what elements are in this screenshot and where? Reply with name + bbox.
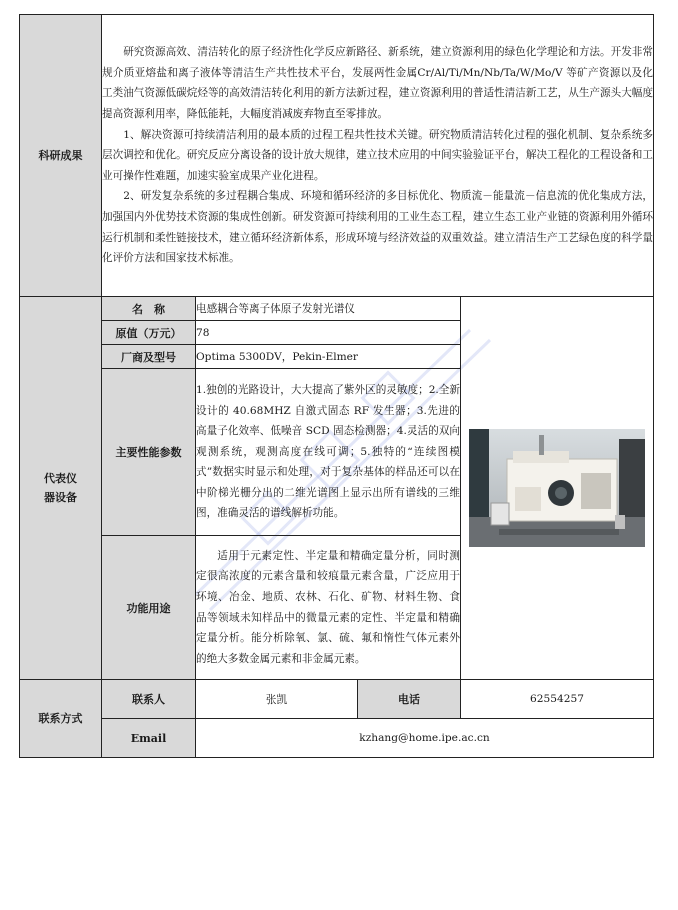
performance-text: 1.独创的光路设计，大大提高了紫外区的灵敏度；2.全新设计的 40.68MHZ 自激式固态 RF 发生器；3.先进的高量子化效率、低噪音 SCD 固态检测器；4.灵活的双向观测系统，观测高度在线可调；5.独特的“连续图模式”数据实时显示和处理，对于复杂基体的样品还可以在中阶梯光栅分出的二维光谱图上显示出所有谱线的三维图，准确灵活的谱线解析功能。: [196, 369, 461, 536]
name-value: 电感耦合等离子体原子发射光谱仪: [196, 297, 461, 321]
research-text: [102, 15, 654, 297]
function-label: 功能用途: [102, 536, 196, 680]
email-label: Email: [102, 719, 196, 758]
phone-value: 62554257: [461, 680, 654, 719]
function-text: 适用于元素定性、半定量和精确定量分析，同时测定很高浓度的元素含量和较痕量元素含量，广泛应用于环境、冶金、地质、农林、石化、矿物、材料生物、食品等领域未知样品中的微量元素的定性、半定量和精确定量分析。能分析除氧、氯、硫、氟和惰性气体元素外的绝大多数金属元素和非金属元素。: [196, 536, 461, 680]
contact-person-label: 联系人: [102, 680, 196, 719]
price-value: 78: [196, 321, 461, 345]
research-paragraph: 研究资源高效、清洁转化的原子经济性化学反应新路径、新系统，建立资源利用的绿色化学理论和方法。开发非常规介质亚熔盐和离子液体等清洁生产共性技术平台，发展两性金属Cr/Al/Ti/Mn/Nb/Ta/W/Mo/V 等矿产资源以及化工类油气资源低碳烷烃等的高效清洁转化利用的新方法新过程，建立资源利用的普适性清洁新工艺，从生产源头大幅度提高资源利用率，降低能耗，大幅度消减废弃物直至零排放。: [102, 46, 653, 121]
research-section-label: 科研成果: [20, 15, 102, 297]
research-paragraph: 2、研发复杂系统的多过程耦合集成、环境和循环经济的多目标优化、物质流－能量流－信息流的优化集成方法，加强国内外优势技术资源的集成性创新。研发资源可持续利用的工业生态工程，建立生态工业产业链的资源利用外循环运行机制和柔性链接技术，建立循环经济新体系，形成环境与经济效益的双重效益。建立清洁生产工艺绿色度的科学量化评价方法和国家技术标准。: [102, 190, 653, 265]
maker-value: Optima 5300DV，Pekin-Elmer: [196, 345, 461, 369]
name-label: 名 称: [102, 297, 196, 321]
instrument-photo: [469, 429, 645, 547]
resource-info-sheet: [19, 14, 654, 758]
research-paragraph: 1、解决资源可持续清洁利用的最本质的过程工程共性技术关键。研究物质清洁转化过程的强化机制、复杂系统多层次调控和优化。研究反应分离设备的设计放大规律，建立技术应用的中间实验验证平台，解决工程化的工程设备和工业可操作性难题，加速实验室成果产业化进程。: [102, 128, 653, 182]
contact-section-label: 联系方式: [20, 680, 102, 758]
instrument-photo-cell: [461, 297, 654, 680]
email-value: kzhang@home.ipe.ac.cn: [196, 719, 654, 758]
maker-label: 厂商及型号: [102, 345, 196, 369]
price-label: 原值（万元）: [102, 321, 196, 345]
phone-label: 电话: [358, 680, 461, 719]
instrument-section-label: 代表仪器设备: [20, 297, 102, 680]
contact-person-value: 张凯: [196, 680, 358, 719]
performance-label: 主要性能参数: [102, 369, 196, 536]
